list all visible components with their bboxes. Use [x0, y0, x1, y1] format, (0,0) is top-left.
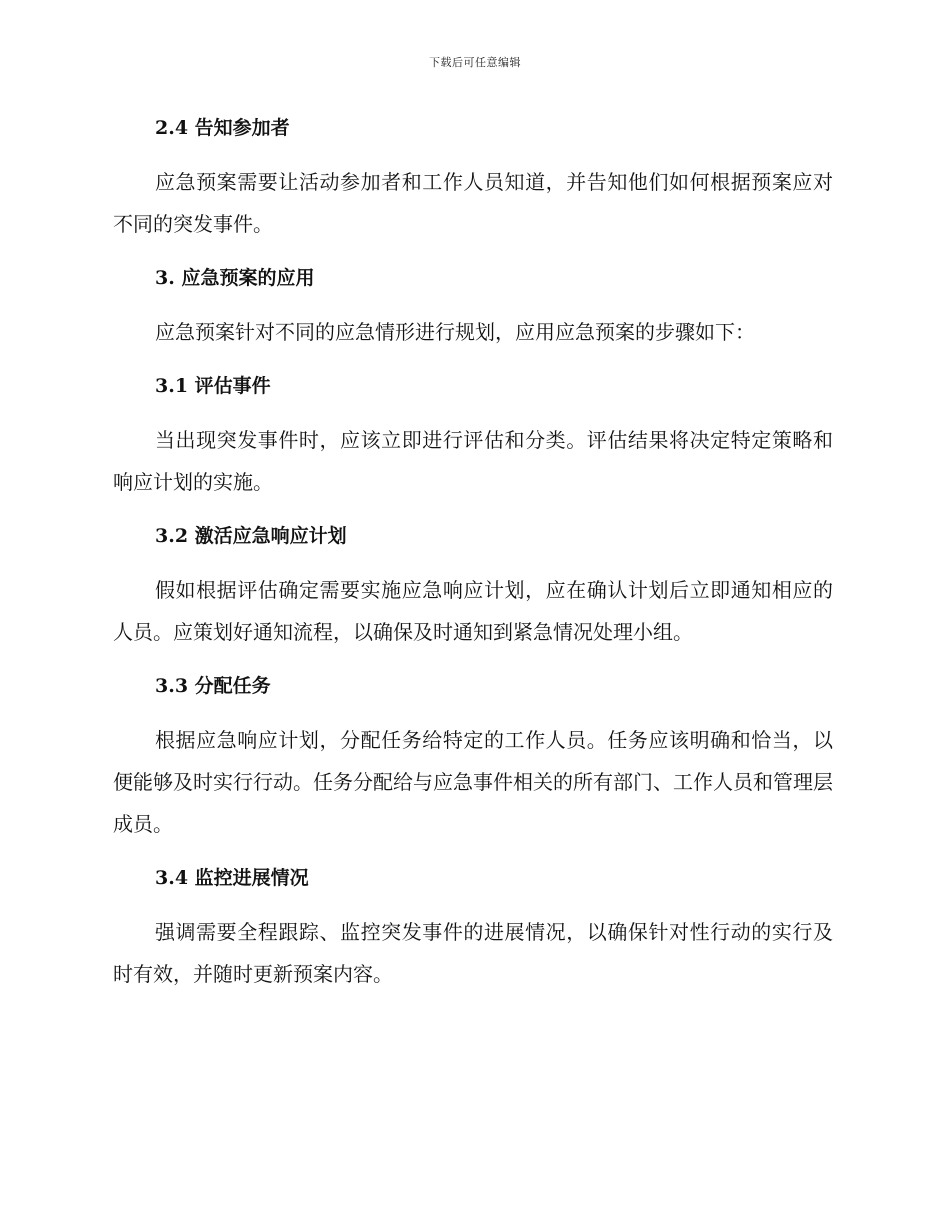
- paragraph-monitor-progress: 强调需要全程跟踪、监控突发事件的进展情况，以确保针对性行动的实行及时有效，并随时更新预案内容。: [113, 920, 833, 986]
- paragraph-assess-event: 当出现突发事件时，应该立即进行评估和分类。评估结果将决定特定策略和响应计划的实施。: [113, 428, 833, 494]
- section-heading-3-4: 3.4 监控进展情况: [155, 867, 309, 889]
- paragraph-notify-participants: 应急预案需要让活动参加者和工作人员知道，并告知他们如何根据预案应对不同的突发事件。: [113, 170, 833, 236]
- section-heading-2-4: 2.4 告知参加者: [155, 117, 290, 139]
- section-heading-3-3: 3.3 分配任务: [155, 675, 271, 697]
- paragraph-application-intro: 应急预案针对不同的应急情形进行规划，应用应急预案的步骤如下：: [155, 320, 755, 344]
- section-heading-3: 3. 应急预案的应用: [155, 267, 315, 289]
- page-header: 下载后可任意编辑: [429, 56, 521, 69]
- paragraph-assign-tasks: 根据应急响应计划，分配任务给特定的工作人员。任务应该明确和恰当，以便能够及时实行行动。任务分配给与应急事件相关的所有部门、工作人员和管理层成员。: [113, 728, 833, 836]
- section-heading-3-2: 3.2 激活应急响应计划: [155, 525, 347, 547]
- document-body: [113, 108, 833, 1008]
- paragraph-activate-plan: 假如根据评估确定需要实施应急响应计划，应在确认计划后立即通知相应的人员。应策划好通知流程，以确保及时通知到紧急情况处理小组。: [113, 578, 833, 644]
- section-heading-3-1: 3.1 评估事件: [155, 375, 271, 397]
